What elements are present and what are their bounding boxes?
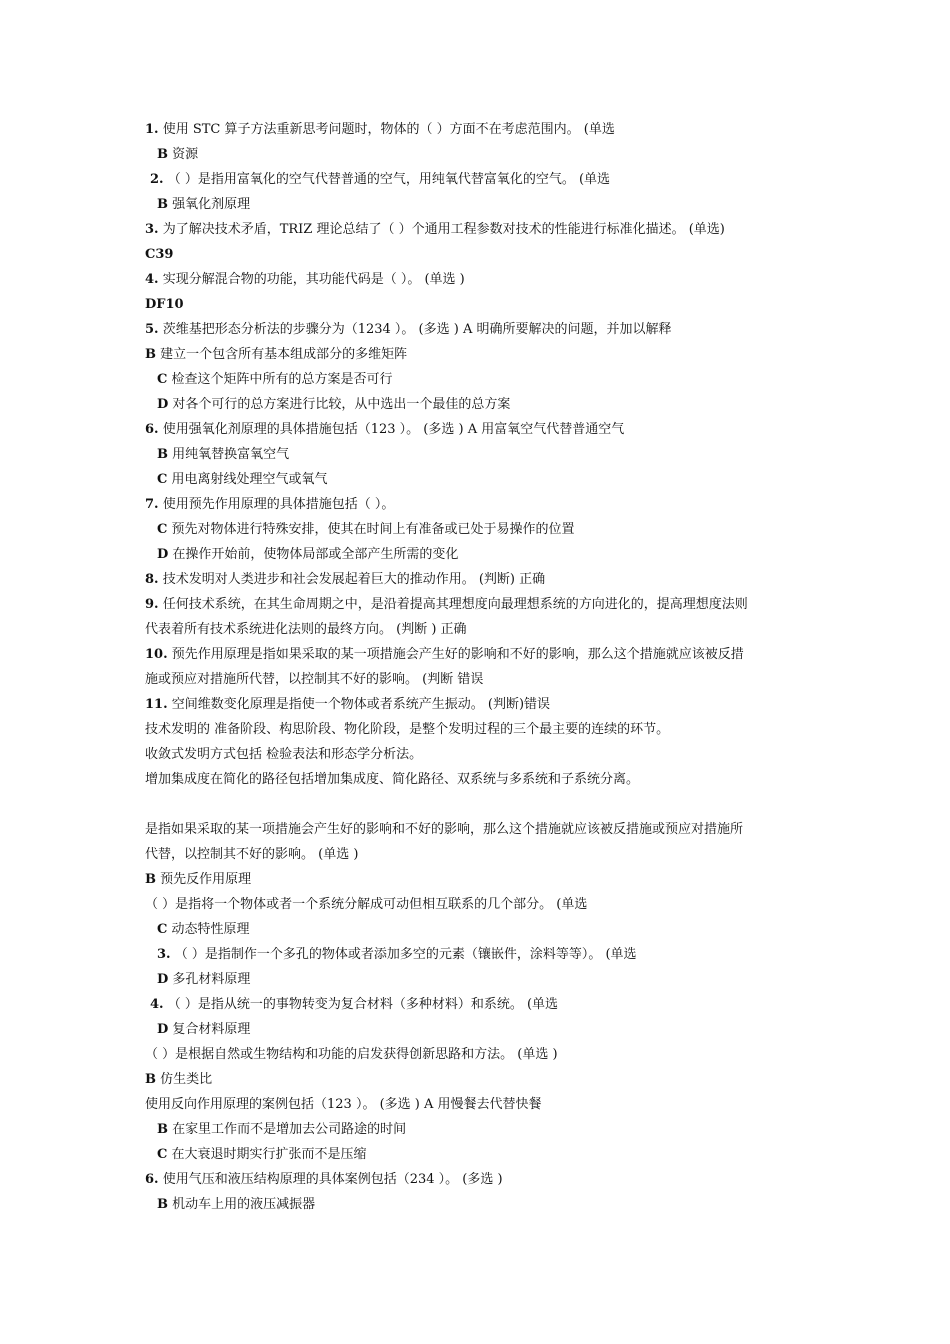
text-line (157, 371, 393, 389)
text-line (145, 246, 173, 264)
item-text: 检查这个矩阵中所有的总方案是否可行 (167, 372, 393, 387)
item-label: C (157, 522, 168, 537)
item-label: 8. (145, 572, 159, 587)
item-label: 7. (145, 497, 159, 512)
text-line (157, 146, 198, 164)
item-text: 动态特性原理 (167, 922, 250, 937)
item-text: （ ）是指制作一个多孔的物体或者添加多空的元素（镶嵌件，涂料等等）。 (单选 (170, 947, 637, 962)
text-line (157, 521, 575, 539)
item-text: 茨维基把形态分析法的步骤分为（1234 ）。 (多选 ) A 明确所要解决的问题，并加以解释 (158, 322, 672, 337)
item-text: 机动车上用的液压减振器 (168, 1197, 316, 1212)
item-text: 对各个可行的总方案进行比较，从中选出一个最佳的总方案 (168, 397, 511, 412)
item-label: 11. (145, 697, 168, 712)
item-text: （ ）是根据自然或生物结构和功能的启发获得创新思路和方法。 (单选 ) (145, 1047, 558, 1062)
item-text: 强氧化剂原理 (168, 197, 251, 212)
item-text: 代表着所有技术系统进化法则的最终方向。 (判断 ) 正确 (145, 622, 467, 637)
item-label: B (145, 1072, 156, 1087)
text-line (145, 421, 624, 439)
text-line (157, 1121, 406, 1139)
text-line (157, 196, 250, 214)
item-text: 用电离射线处理空气或氧气 (167, 472, 328, 487)
text-line (145, 846, 358, 864)
item-label: 6. (145, 422, 159, 437)
item-label: 2. (150, 172, 164, 187)
item-label: B (157, 447, 168, 462)
text-line (145, 821, 743, 839)
text-line (145, 746, 422, 764)
item-text: 在大衰退时期实行扩张而不是压缩 (167, 1147, 367, 1162)
item-text: 使用预先作用原理的具体措施包括（ ）。 (158, 497, 395, 512)
item-label: 9. (145, 597, 159, 612)
item-label: 10. (145, 647, 168, 662)
item-text: 技术发明对人类进步和社会发展起着巨大的推动作用。 (判断) 正确 (158, 572, 546, 587)
item-label: C (157, 372, 168, 387)
item-label: B (157, 1122, 168, 1137)
text-line (145, 346, 407, 364)
item-label: 3. (157, 947, 171, 962)
text-line (145, 321, 672, 339)
text-line (145, 871, 251, 889)
item-text: 收敛式发明方式包括 检验表法和形态学分析法。 (145, 747, 423, 762)
text-line (145, 1096, 542, 1114)
text-line (157, 546, 458, 564)
item-text: 使用气压和液压结构原理的具体案例包括（234 ）。 (多选 ) (158, 1172, 503, 1187)
text-line (145, 121, 615, 139)
text-line (150, 996, 558, 1014)
text-line (145, 696, 550, 714)
item-text: 预先对物体进行特殊安排，使其在时间上有准备或已处于易操作的位置 (167, 522, 575, 537)
item-text: 技术发明的 准备阶段、构思阶段、物化阶段，是整个发明过程的三个最主要的连续的环节。 (145, 722, 670, 737)
text-line (157, 446, 289, 464)
text-line (145, 221, 725, 239)
text-line (157, 1196, 315, 1214)
item-text: 代替，以控制其不好的影响。 (单选 ) (145, 847, 359, 862)
text-line (145, 771, 639, 789)
item-text: 仿生类比 (156, 1072, 213, 1087)
text-line (145, 596, 748, 614)
item-text: 为了解决技术矛盾，TRIZ 理论总结了（ ）个通用工程参数对技术的性能进行标准化描述。 (单选) (158, 222, 725, 237)
item-text: 复合材料原理 (168, 1022, 251, 1037)
text-line (145, 896, 587, 914)
text-line (145, 646, 744, 664)
item-label: DF10 (145, 297, 184, 312)
text-line (145, 1046, 558, 1064)
item-label: D (157, 397, 169, 412)
item-text: 资源 (168, 147, 199, 162)
text-line (145, 571, 545, 589)
text-line (157, 921, 250, 939)
text-line (145, 496, 394, 514)
text-line (157, 1146, 367, 1164)
item-label: B (145, 872, 156, 887)
text-line (145, 271, 465, 289)
item-label: C (157, 472, 168, 487)
text-line (157, 946, 637, 964)
item-text: 使用 STC 算子方法重新思考问题时，物体的（ ）方面不在考虑范围内。 (单选 (158, 122, 615, 137)
item-label: D (157, 972, 169, 987)
item-text: 用纯氧替换富氧空气 (168, 447, 290, 462)
text-line (145, 621, 467, 639)
text-line (150, 171, 610, 189)
text-line (157, 1021, 250, 1039)
item-text: 预先反作用原理 (156, 872, 252, 887)
item-label: C (157, 1147, 168, 1162)
item-text: 在操作开始前，使物体局部或全部产生所需的变化 (168, 547, 459, 562)
text-line (145, 1171, 503, 1189)
text-line (145, 721, 669, 739)
item-text: 实现分解混合物的功能，其功能代码是（ ）。 (单选 ) (158, 272, 465, 287)
item-text: 施或预应对措施所代替，以控制其不好的影响。 (判断 错误 (145, 672, 484, 687)
item-text: 使用反向作用原理的案例包括（123 ）。 (多选 ) A 用慢餐去代替快餐 (145, 1097, 542, 1112)
text-line (145, 1071, 212, 1089)
item-text: 多孔材料原理 (168, 972, 251, 987)
text-line (157, 471, 328, 489)
item-text: （ ）是指将一个物体或者一个系统分解成可动但相互联系的几个部分。 (单选 (145, 897, 588, 912)
item-label: D (157, 1022, 169, 1037)
item-label: 3. (145, 222, 159, 237)
text-line (145, 296, 184, 314)
item-text: 增加集成度在简化的路径包括增加集成度、简化路径、双系统与多系统和子系统分离。 (145, 772, 640, 787)
text-line (157, 396, 510, 414)
item-label: B (157, 147, 168, 162)
text-line (157, 971, 250, 989)
item-text: （ ）是指从统一的事物转变为复合材料（多种材料）和系统。 (单选 (163, 997, 559, 1012)
item-text: 任何技术系统，在其生命周期之中，是沿着提高其理想度向最理想系统的方向进化的，提高理想度法则 (158, 597, 748, 612)
item-text: （ ）是指用富氧化的空气代替普通的空气，用纯氧代替富氧化的空气。 (单选 (163, 172, 611, 187)
item-text: 空间维数变化原理是指使一个物体或者系统产生振动。 (判断)错误 (167, 697, 551, 712)
item-label: C39 (145, 247, 174, 262)
item-text: 是指如果采取的某一项措施会产生好的影响和不好的影响，那么这个措施就应该被反措施或预应对措施所 (145, 822, 744, 837)
item-label: 6. (145, 1172, 159, 1187)
item-text: 使用强氧化剂原理的具体措施包括（123 ）。 (多选 ) A 用富氧空气代替普通空气 (158, 422, 625, 437)
item-label: B (145, 347, 156, 362)
item-text: 在家里工作而不是增加去公司路途的时间 (168, 1122, 407, 1137)
item-label: 5. (145, 322, 159, 337)
text-line (145, 671, 483, 689)
item-text: 建立一个包含所有基本组成部分的多维矩阵 (156, 347, 408, 362)
item-label: 4. (145, 272, 159, 287)
item-text: 预先作用原理是指如果采取的某一项措施会产生好的影响和不好的影响，那么这个措施就应该被反措 (167, 647, 744, 662)
item-label: 1. (145, 122, 159, 137)
item-label: B (157, 197, 168, 212)
item-label: C (157, 922, 168, 937)
item-label: 4. (150, 997, 164, 1012)
item-label: B (157, 1197, 168, 1212)
item-label: D (157, 547, 169, 562)
